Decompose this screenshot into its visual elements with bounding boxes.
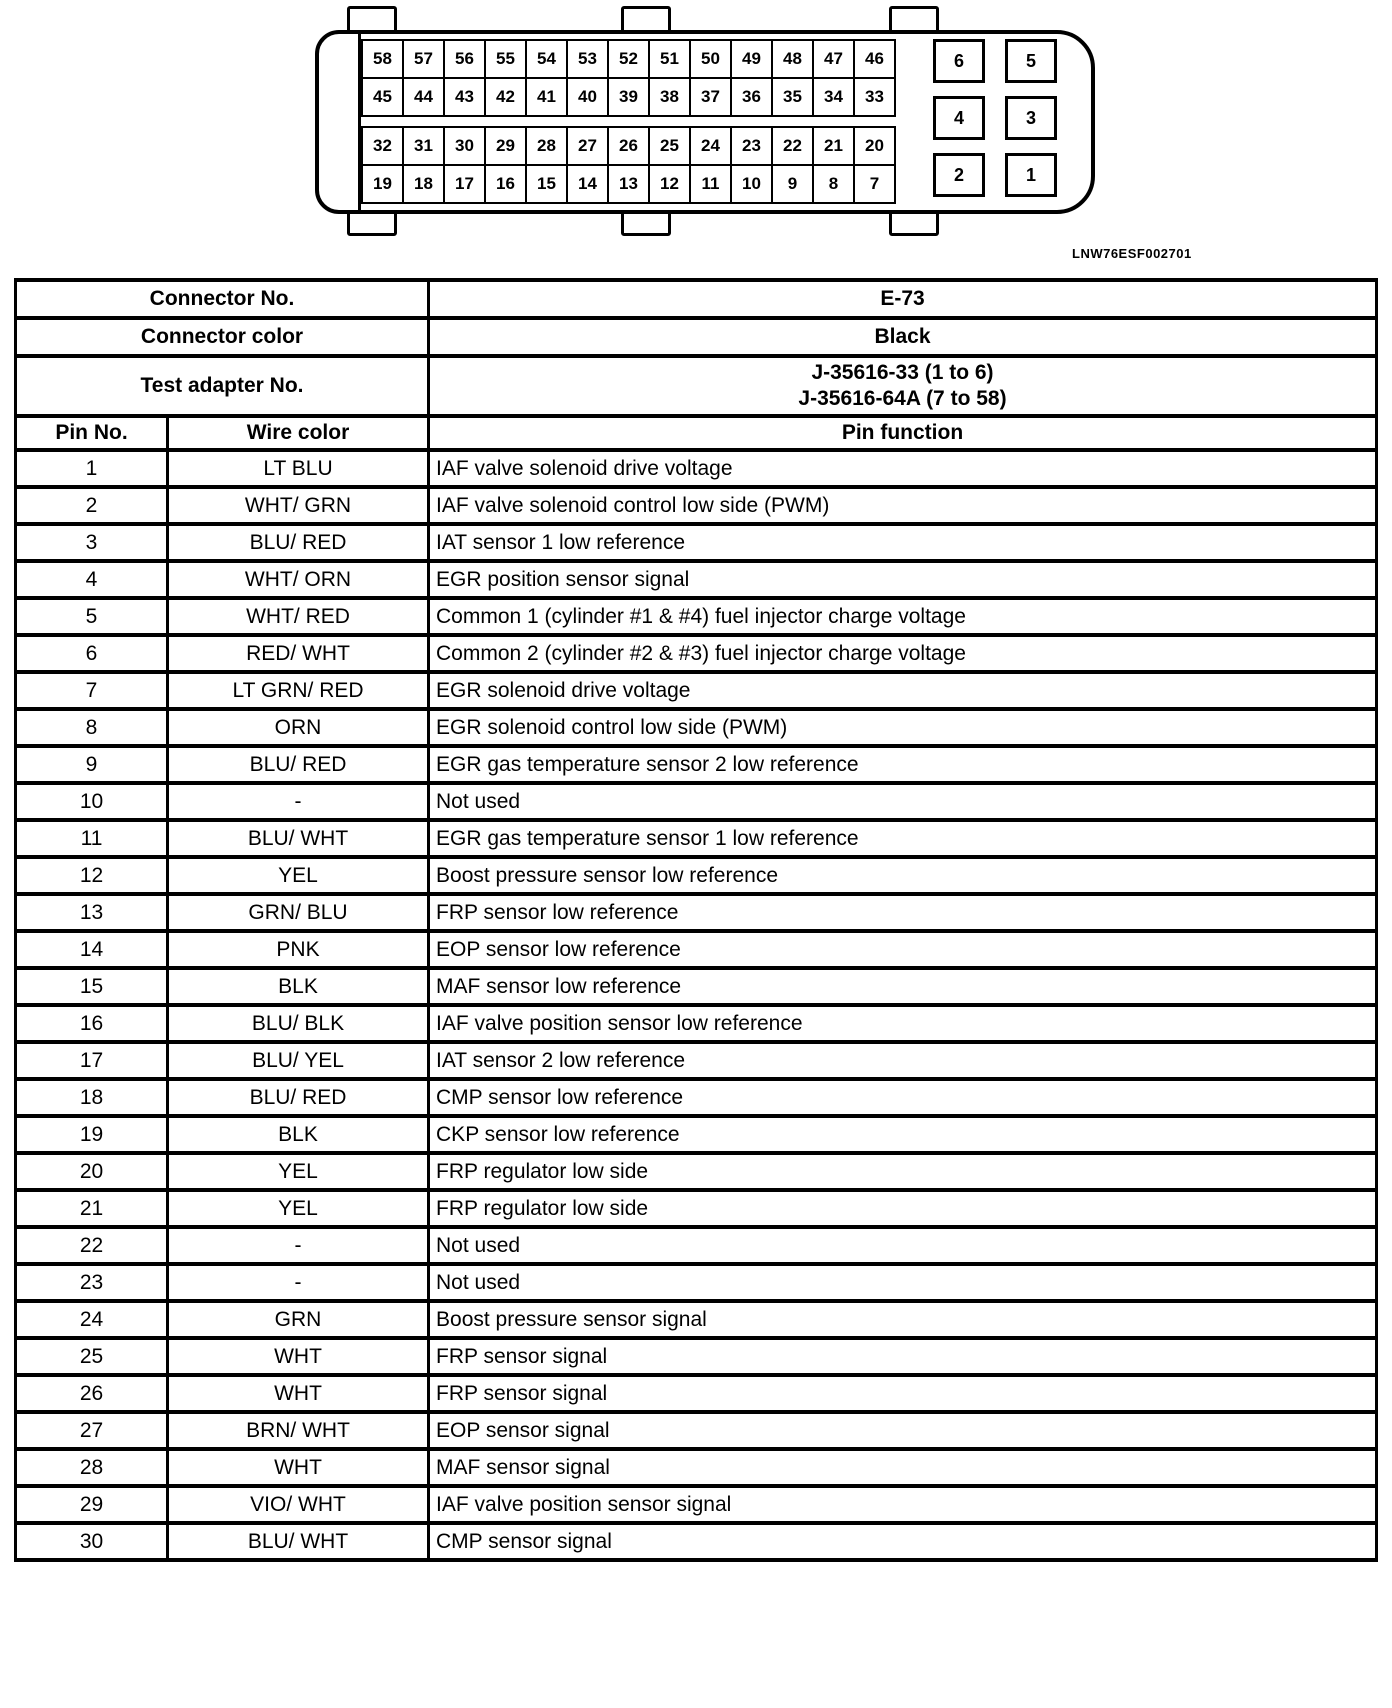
connector-pin-row bbox=[933, 39, 1057, 83]
pin-number: 2 bbox=[16, 487, 168, 524]
col-header-wire-color: Wire color bbox=[168, 416, 429, 450]
wire-color: WHT bbox=[168, 1338, 429, 1375]
connector-pin-9: 9 bbox=[771, 164, 814, 204]
connector-pin-11: 11 bbox=[689, 164, 732, 204]
connector-pin-57: 57 bbox=[402, 39, 445, 79]
connector-pin-field-right bbox=[933, 39, 1057, 197]
wire-color: BLU/ WHT bbox=[168, 820, 429, 857]
pin-number: 16 bbox=[16, 1005, 168, 1042]
pin-function: FRP sensor signal bbox=[429, 1375, 1377, 1412]
wire-color: GRN bbox=[168, 1301, 429, 1338]
wire-color: BLU/ RED bbox=[168, 524, 429, 561]
info-label: Test adapter No. bbox=[16, 356, 429, 416]
connector-pin-row bbox=[361, 77, 894, 117]
pin-number: 11 bbox=[16, 820, 168, 857]
pin-number: 13 bbox=[16, 894, 168, 931]
col-header-pin-no: Pin No. bbox=[16, 416, 168, 450]
connector-pin-23: 23 bbox=[730, 126, 773, 166]
pin-number: 19 bbox=[16, 1116, 168, 1153]
pin-number: 17 bbox=[16, 1042, 168, 1079]
connector-body bbox=[315, 30, 1095, 214]
pin-row bbox=[16, 968, 1377, 1005]
connector-pin-15: 15 bbox=[525, 164, 568, 204]
connector-pin-6: 6 bbox=[933, 39, 985, 83]
connector-pin-row bbox=[933, 153, 1057, 197]
pin-number: 22 bbox=[16, 1227, 168, 1264]
wire-color: - bbox=[168, 1227, 429, 1264]
pin-function: Not used bbox=[429, 1264, 1377, 1301]
connector-pin-12: 12 bbox=[648, 164, 691, 204]
pin-row bbox=[16, 820, 1377, 857]
pin-function: EOP sensor low reference bbox=[429, 931, 1377, 968]
wire-color: WHT/ RED bbox=[168, 598, 429, 635]
pin-row bbox=[16, 598, 1377, 635]
pin-row bbox=[16, 487, 1377, 524]
connector-pin-43: 43 bbox=[443, 77, 486, 117]
wire-color: WHT/ GRN bbox=[168, 487, 429, 524]
pin-function: Not used bbox=[429, 783, 1377, 820]
pin-function: EGR solenoid drive voltage bbox=[429, 672, 1377, 709]
info-value-line: E-73 bbox=[880, 286, 925, 310]
connector-pin-52: 52 bbox=[607, 39, 650, 79]
connector-pin-34: 34 bbox=[812, 77, 855, 117]
pin-number: 15 bbox=[16, 968, 168, 1005]
connector-pin-1: 1 bbox=[1005, 153, 1057, 197]
pin-number: 25 bbox=[16, 1338, 168, 1375]
pin-number: 12 bbox=[16, 857, 168, 894]
pin-row bbox=[16, 783, 1377, 820]
pin-number: 21 bbox=[16, 1190, 168, 1227]
pin-number: 20 bbox=[16, 1153, 168, 1190]
info-row bbox=[16, 356, 1377, 416]
pinout-table bbox=[14, 278, 1378, 1562]
connector-pin-49: 49 bbox=[730, 39, 773, 79]
pin-function: IAF valve position sensor signal bbox=[429, 1486, 1377, 1523]
connector-pin-35: 35 bbox=[771, 77, 814, 117]
wire-color: BLU/ BLK bbox=[168, 1005, 429, 1042]
connector-pin-30: 30 bbox=[443, 126, 486, 166]
pin-function: MAF sensor signal bbox=[429, 1449, 1377, 1486]
connector-pin-14: 14 bbox=[566, 164, 609, 204]
pin-number: 7 bbox=[16, 672, 168, 709]
wire-color: BLU/ WHT bbox=[168, 1523, 429, 1560]
connector-pin-22: 22 bbox=[771, 126, 814, 166]
pin-number: 18 bbox=[16, 1079, 168, 1116]
wire-color: LT BLU bbox=[168, 450, 429, 487]
pin-row bbox=[16, 524, 1377, 561]
connector-pin-8: 8 bbox=[812, 164, 855, 204]
connector-pin-41: 41 bbox=[525, 77, 568, 117]
connector-pin-24: 24 bbox=[689, 126, 732, 166]
col-header-pin-function: Pin function bbox=[429, 416, 1377, 450]
info-label: Connector color bbox=[16, 318, 429, 356]
connector-pin-16: 16 bbox=[484, 164, 527, 204]
connector-pin-54: 54 bbox=[525, 39, 568, 79]
connector-pin-29: 29 bbox=[484, 126, 527, 166]
connector-pin-row bbox=[933, 96, 1057, 140]
connector-pin-50: 50 bbox=[689, 39, 732, 79]
pin-number: 5 bbox=[16, 598, 168, 635]
connector-pin-47: 47 bbox=[812, 39, 855, 79]
pin-row bbox=[16, 1264, 1377, 1301]
pin-row bbox=[16, 1523, 1377, 1560]
connector-pin-row bbox=[361, 164, 894, 204]
pin-number: 27 bbox=[16, 1412, 168, 1449]
wire-color: PNK bbox=[168, 931, 429, 968]
connector-pin-27: 27 bbox=[566, 126, 609, 166]
pin-function: CKP sensor low reference bbox=[429, 1116, 1377, 1153]
wire-color: BLK bbox=[168, 968, 429, 1005]
pin-function: FRP regulator low side bbox=[429, 1153, 1377, 1190]
connector-pin-33: 33 bbox=[853, 77, 896, 117]
wire-color: RED/ WHT bbox=[168, 635, 429, 672]
pin-function: CMP sensor low reference bbox=[429, 1079, 1377, 1116]
pin-row bbox=[16, 1005, 1377, 1042]
connector-pin-19: 19 bbox=[361, 164, 404, 204]
wire-color: WHT bbox=[168, 1375, 429, 1412]
connector-pin-39: 39 bbox=[607, 77, 650, 117]
connector-pin-31: 31 bbox=[402, 126, 445, 166]
pin-number: 1 bbox=[16, 450, 168, 487]
connector-pin-28: 28 bbox=[525, 126, 568, 166]
pin-row bbox=[16, 1116, 1377, 1153]
pin-row bbox=[16, 746, 1377, 783]
info-label: Connector No. bbox=[16, 280, 429, 318]
pin-number: 24 bbox=[16, 1301, 168, 1338]
pin-row bbox=[16, 450, 1377, 487]
connector-pin-3: 3 bbox=[1005, 96, 1057, 140]
info-row bbox=[16, 318, 1377, 356]
pin-row bbox=[16, 1486, 1377, 1523]
connector-pin-26: 26 bbox=[607, 126, 650, 166]
pin-function: Not used bbox=[429, 1227, 1377, 1264]
pin-number: 10 bbox=[16, 783, 168, 820]
info-value-line: J-35616-64A (7 to 58) bbox=[798, 387, 1007, 410]
pin-function: EGR position sensor signal bbox=[429, 561, 1377, 598]
pin-row bbox=[16, 857, 1377, 894]
wire-color: BLU/ RED bbox=[168, 1079, 429, 1116]
pin-row bbox=[16, 1412, 1377, 1449]
pin-number: 30 bbox=[16, 1523, 168, 1560]
wire-color: LT GRN/ RED bbox=[168, 672, 429, 709]
wire-color: GRN/ BLU bbox=[168, 894, 429, 931]
pin-number: 6 bbox=[16, 635, 168, 672]
pin-function: Boost pressure sensor low reference bbox=[429, 857, 1377, 894]
connector-pin-21: 21 bbox=[812, 126, 855, 166]
wire-color: VIO/ WHT bbox=[168, 1486, 429, 1523]
pin-number: 3 bbox=[16, 524, 168, 561]
pin-row bbox=[16, 1042, 1377, 1079]
wire-color: BLU/ RED bbox=[168, 746, 429, 783]
pin-function: CMP sensor signal bbox=[429, 1523, 1377, 1560]
connector-pin-38: 38 bbox=[648, 77, 691, 117]
pin-number: 14 bbox=[16, 931, 168, 968]
pin-row bbox=[16, 635, 1377, 672]
connector-pin-4: 4 bbox=[933, 96, 985, 140]
info-row bbox=[16, 280, 1377, 318]
connector-pin-20: 20 bbox=[853, 126, 896, 166]
pin-function: IAF valve position sensor low reference bbox=[429, 1005, 1377, 1042]
wire-color: WHT bbox=[168, 1449, 429, 1486]
connector-pin-58: 58 bbox=[361, 39, 404, 79]
pin-function: IAF valve solenoid drive voltage bbox=[429, 450, 1377, 487]
pin-function: Boost pressure sensor signal bbox=[429, 1301, 1377, 1338]
info-value-line: Black bbox=[874, 324, 931, 348]
pin-number: 26 bbox=[16, 1375, 168, 1412]
pin-function: EGR gas temperature sensor 2 low reference bbox=[429, 746, 1377, 783]
pin-row bbox=[16, 1079, 1377, 1116]
connector-pin-row bbox=[361, 126, 894, 166]
connector-pin-field-left bbox=[361, 39, 894, 204]
pin-function: EGR gas temperature sensor 1 low reference bbox=[429, 820, 1377, 857]
pin-function: IAT sensor 1 low reference bbox=[429, 524, 1377, 561]
pin-row bbox=[16, 1227, 1377, 1264]
connector-pin-40: 40 bbox=[566, 77, 609, 117]
connector-pin-53: 53 bbox=[566, 39, 609, 79]
pin-number: 23 bbox=[16, 1264, 168, 1301]
info-value bbox=[429, 356, 1377, 416]
pin-row bbox=[16, 1190, 1377, 1227]
pin-function: Common 1 (cylinder #1 & #4) fuel injector charge voltage bbox=[429, 598, 1377, 635]
pin-row bbox=[16, 1338, 1377, 1375]
pin-row bbox=[16, 1153, 1377, 1190]
connector-pin-7: 7 bbox=[853, 164, 896, 204]
connector-pin-36: 36 bbox=[730, 77, 773, 117]
connector-pin-56: 56 bbox=[443, 39, 486, 79]
connector-pin-32: 32 bbox=[361, 126, 404, 166]
pin-row bbox=[16, 1375, 1377, 1412]
wire-color: YEL bbox=[168, 857, 429, 894]
wire-color: ORN bbox=[168, 709, 429, 746]
figure-caption: LNW76ESF002701 bbox=[1072, 246, 1192, 261]
pin-function: FRP regulator low side bbox=[429, 1190, 1377, 1227]
wire-color: YEL bbox=[168, 1190, 429, 1227]
pin-number: 29 bbox=[16, 1486, 168, 1523]
wire-color: BLU/ YEL bbox=[168, 1042, 429, 1079]
pin-function: FRP sensor low reference bbox=[429, 894, 1377, 931]
connector-pin-48: 48 bbox=[771, 39, 814, 79]
connector-pin-17: 17 bbox=[443, 164, 486, 204]
pin-number: 8 bbox=[16, 709, 168, 746]
pin-function: IAT sensor 2 low reference bbox=[429, 1042, 1377, 1079]
info-value bbox=[429, 280, 1377, 318]
connector-pin-42: 42 bbox=[484, 77, 527, 117]
pin-function: EGR solenoid control low side (PWM) bbox=[429, 709, 1377, 746]
pin-row bbox=[16, 931, 1377, 968]
pin-row bbox=[16, 1449, 1377, 1486]
wire-color: WHT/ ORN bbox=[168, 561, 429, 598]
wire-color: YEL bbox=[168, 1153, 429, 1190]
connector-pin-18: 18 bbox=[402, 164, 445, 204]
pin-row bbox=[16, 1301, 1377, 1338]
info-value-line: J-35616-33 (1 to 6) bbox=[811, 360, 994, 384]
connector-pin-2: 2 bbox=[933, 153, 985, 197]
pin-row bbox=[16, 894, 1377, 931]
pin-row bbox=[16, 709, 1377, 746]
pin-number: 28 bbox=[16, 1449, 168, 1486]
wire-color: BLK bbox=[168, 1116, 429, 1153]
pin-function: FRP sensor signal bbox=[429, 1338, 1377, 1375]
connector-pin-55: 55 bbox=[484, 39, 527, 79]
pin-number: 4 bbox=[16, 561, 168, 598]
connector-pin-10: 10 bbox=[730, 164, 773, 204]
connector-pin-37: 37 bbox=[689, 77, 732, 117]
connector-pin-45: 45 bbox=[361, 77, 404, 117]
connector-endcap bbox=[319, 34, 361, 210]
connector-pin-51: 51 bbox=[648, 39, 691, 79]
connector-pin-44: 44 bbox=[402, 77, 445, 117]
connector-pin-row bbox=[361, 39, 894, 79]
wire-color: - bbox=[168, 1264, 429, 1301]
wire-color: - bbox=[168, 783, 429, 820]
connector-pin-46: 46 bbox=[853, 39, 896, 79]
pin-row bbox=[16, 672, 1377, 709]
connector-pin-13: 13 bbox=[607, 164, 650, 204]
pin-function: Common 2 (cylinder #2 & #3) fuel injector charge voltage bbox=[429, 635, 1377, 672]
pin-function: EOP sensor signal bbox=[429, 1412, 1377, 1449]
connector-pin-25: 25 bbox=[648, 126, 691, 166]
connector-diagram bbox=[315, 6, 1097, 238]
pin-function: IAF valve solenoid control low side (PWM) bbox=[429, 487, 1377, 524]
wire-color: BRN/ WHT bbox=[168, 1412, 429, 1449]
connector-pin-5: 5 bbox=[1005, 39, 1057, 83]
pin-function: MAF sensor low reference bbox=[429, 968, 1377, 1005]
pin-row bbox=[16, 561, 1377, 598]
column-header-row bbox=[16, 416, 1377, 450]
info-value bbox=[429, 318, 1377, 356]
pin-number: 9 bbox=[16, 746, 168, 783]
